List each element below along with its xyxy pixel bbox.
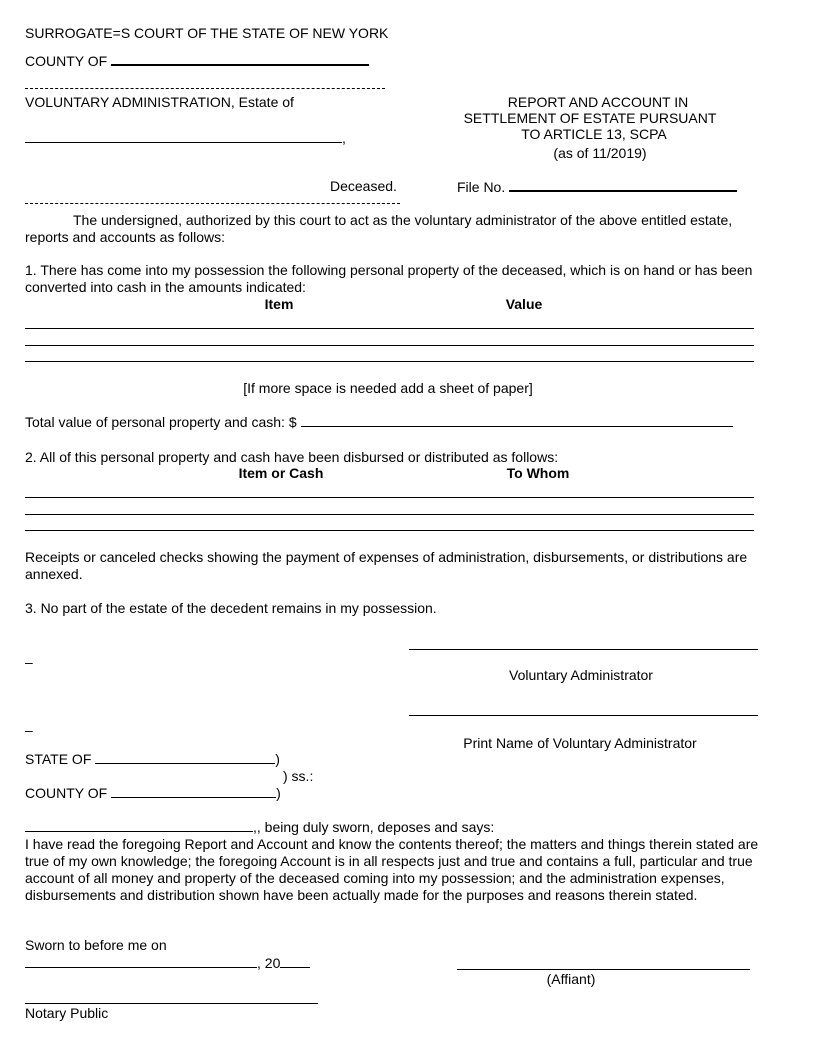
administrator-label: Voluntary Administrator xyxy=(509,667,653,683)
administrator-signature-line[interactable] xyxy=(409,649,758,650)
paren: ) xyxy=(276,785,281,801)
total-line xyxy=(25,414,733,431)
venue-county-blank[interactable] xyxy=(111,785,276,798)
ss-label: ) ss.: xyxy=(283,768,314,784)
section-3-text: 3. No part of the estate of the decedent remains in my possession. xyxy=(25,600,437,616)
entry-line[interactable] xyxy=(25,530,754,531)
comma: , xyxy=(342,130,346,146)
sworn-before-label: Sworn to before me on xyxy=(25,937,167,953)
file-no-line xyxy=(457,178,737,196)
print-name-label: Print Name of Voluntary Administrator xyxy=(463,735,697,751)
form-title-3: TO ARTICLE 13, SCPA xyxy=(521,126,667,142)
year-blank[interactable] xyxy=(280,955,310,968)
date-blank[interactable] xyxy=(25,955,257,968)
form-title-2: SETTLEMENT OF ESTATE PURSUANT xyxy=(463,110,717,126)
affiant-label: (Affiant) xyxy=(546,971,596,987)
divider xyxy=(25,88,385,89)
column-header-item-or-cash: Item or Cash xyxy=(238,465,324,481)
section-2-text: 2. All of this personal property and cash have been disbursed or distributed as follows: xyxy=(25,449,559,465)
dash-mark: – xyxy=(25,722,33,738)
notary-label: Notary Public xyxy=(25,1005,109,1021)
county-line xyxy=(25,52,369,70)
venue-county-line xyxy=(25,785,281,802)
affiant-line xyxy=(25,819,494,836)
oath-body: I have read the foregoing Report and Account and know the contents thereof; the matters and things therein stated are true of my own knowledge; the foregoing Account is in all respects just and true and contains a full, particular and true account of all money and property of the deceased coming into my possession; and the administration expenses, disbursements and distribution shown have been actually made for the purposes and reasons therein stated. xyxy=(25,836,759,903)
estate-name-line xyxy=(25,130,346,147)
venue-state-line xyxy=(25,751,280,768)
column-header-to-whom: To Whom xyxy=(506,465,570,481)
form-title-1: REPORT AND ACCOUNT IN xyxy=(507,94,689,110)
estate-label: VOLUNTARY ADMINISTRATION, Estate of xyxy=(25,94,294,110)
affiant-name-blank[interactable] xyxy=(25,819,253,832)
entry-line[interactable] xyxy=(25,497,754,498)
form-title-4: (as of 11/2019) xyxy=(553,145,647,161)
entry-line[interactable] xyxy=(25,361,754,362)
notary-signature-line[interactable] xyxy=(25,1003,318,1004)
column-header-value: Value xyxy=(505,296,543,312)
paren: ) xyxy=(275,751,280,767)
deceased-label: Deceased. xyxy=(330,178,397,194)
dash-mark: – xyxy=(25,654,33,670)
entry-line[interactable] xyxy=(25,328,754,329)
total-label: Total value of personal property and cash: $ xyxy=(25,414,297,430)
affiant-signature-line[interactable] xyxy=(457,969,750,970)
decedent-name-blank[interactable] xyxy=(25,130,342,143)
county-label: COUNTY OF xyxy=(25,53,108,69)
date-line xyxy=(25,955,310,972)
divider xyxy=(25,203,400,204)
sworn-text: ,, being duly sworn, deposes and says: xyxy=(253,819,495,835)
column-header-item: Item xyxy=(264,296,294,312)
file-no-blank[interactable] xyxy=(509,178,737,192)
state-label: STATE OF xyxy=(25,751,92,767)
print-name-line[interactable] xyxy=(409,715,758,716)
year-prefix: , 20 xyxy=(257,955,281,971)
total-blank[interactable] xyxy=(301,414,733,427)
receipts-text: Receipts or canceled checks showing the payment of expenses of administration, disbursements, or distributions are annexed. xyxy=(25,549,748,582)
county-blank[interactable] xyxy=(111,52,369,66)
entry-line[interactable] xyxy=(25,345,754,346)
court-heading: SURROGATE=S COURT OF THE STATE OF NEW YORK xyxy=(25,25,389,41)
state-blank[interactable] xyxy=(95,751,275,764)
intro-paragraph: The undersigned, authorized by this court to act as the voluntary administrator of the above entitled estate, reports and accounts as follows: xyxy=(25,212,733,245)
entry-line[interactable] xyxy=(25,514,754,515)
more-space-note: [If more space is needed add a sheet of paper] xyxy=(243,380,533,396)
file-no-label: File No. xyxy=(457,179,506,195)
county-label: COUNTY OF xyxy=(25,785,108,801)
section-1-text: 1. There has come into my possession the following personal property of the deceased, which is on hand or has been converted into cash in the amounts indicated: xyxy=(25,262,753,295)
